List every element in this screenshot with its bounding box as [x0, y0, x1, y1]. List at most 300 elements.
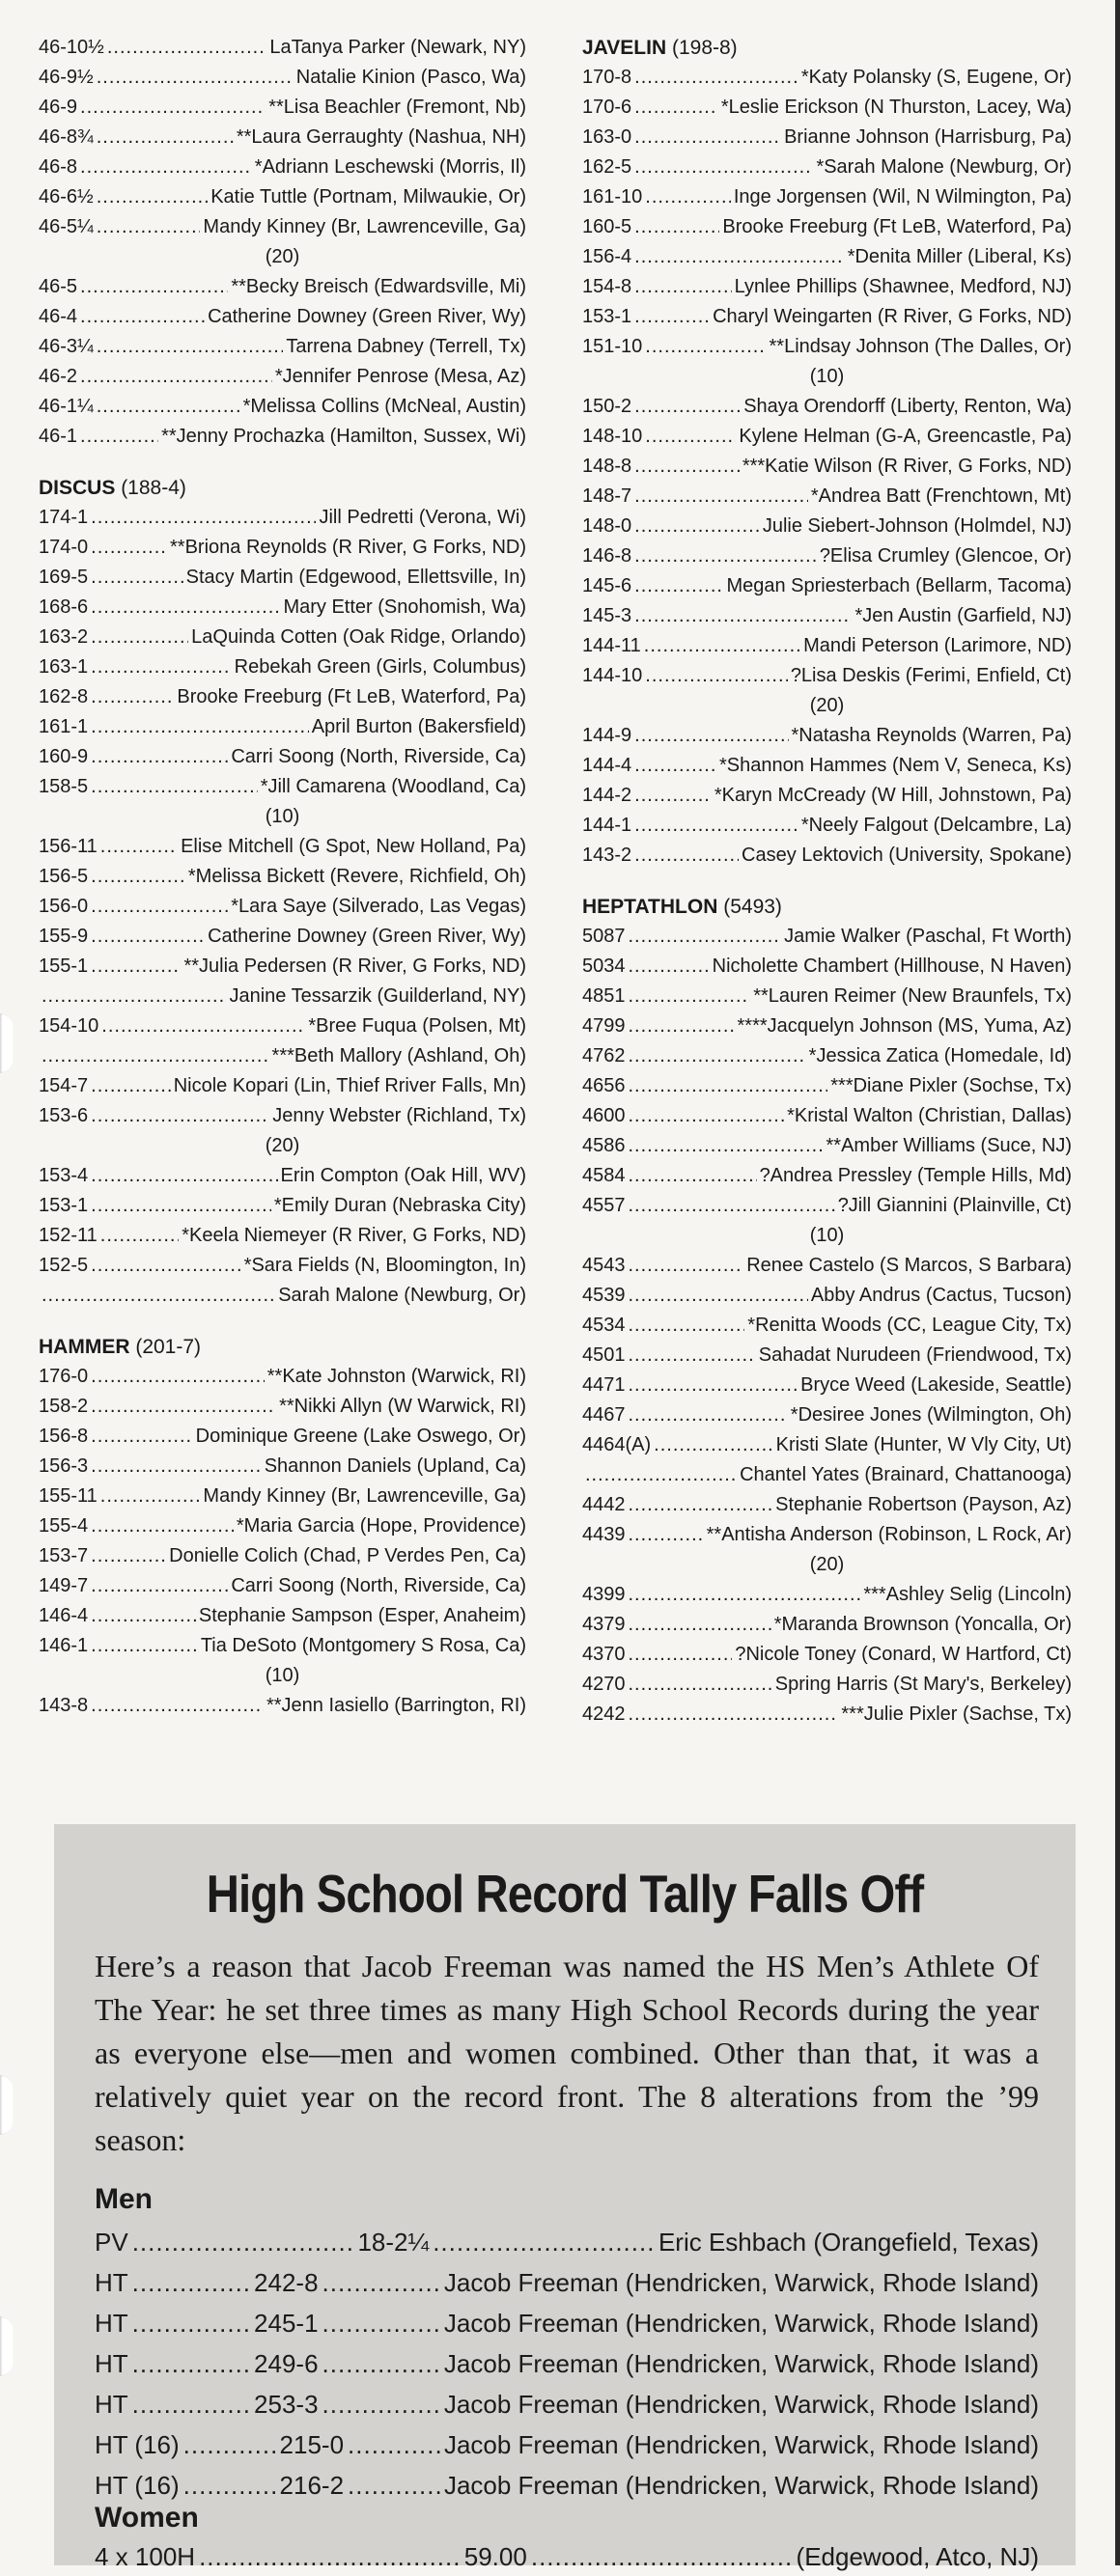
mark-value: 4442	[582, 1494, 626, 1515]
athlete-name: ***Ashley Selig (Lincoln)	[863, 1584, 1072, 1605]
dot-leader	[132, 2264, 250, 2302]
event-code: HT	[95, 2309, 128, 2338]
dot-leader	[629, 1101, 785, 1131]
dot-leader	[97, 123, 234, 152]
dot-leader	[100, 832, 178, 862]
athlete-name: *Lara Saye (Silverado, Las Vegas)	[231, 896, 526, 917]
list-item	[39, 712, 526, 742]
list-item	[39, 1191, 526, 1221]
mark-value: 153-6	[39, 1105, 89, 1126]
dot-leader	[629, 1580, 861, 1610]
dot-leader	[634, 242, 845, 272]
list-item	[39, 182, 526, 212]
dot-leader	[91, 593, 280, 623]
list-item	[582, 242, 1072, 272]
dot-leader	[97, 212, 201, 242]
dot-leader	[132, 2386, 250, 2424]
list-item	[39, 1071, 526, 1101]
dot-leader	[634, 781, 712, 811]
list-item	[582, 123, 1072, 152]
dot-leader	[322, 2305, 440, 2342]
rank-marker: (10)	[809, 366, 845, 387]
record-holder: Eric Eshbach (Orangefield, Texas)	[658, 2228, 1039, 2257]
dot-leader	[80, 302, 205, 332]
dot-leader	[80, 93, 266, 123]
list-item	[39, 1541, 526, 1571]
list-item	[39, 362, 526, 392]
mark-value: 161-1	[39, 716, 89, 737]
athlete-name: Nicole Kopari (Lin, Thief Rriver Falls, Mn)	[173, 1075, 526, 1096]
dot-leader	[183, 2467, 276, 2505]
page-edge	[1115, 0, 1120, 2565]
list-item	[582, 982, 1072, 1011]
records-box	[54, 1824, 1076, 2571]
record-row	[95, 2305, 1039, 2342]
athlete-name: Sarah Malone (Newburg, Or)	[278, 1285, 526, 1306]
list-item	[39, 832, 526, 862]
dot-leader	[634, 302, 710, 332]
list-item	[582, 1460, 1072, 1490]
mark-value: 162-5	[582, 156, 632, 178]
athlete-name: Mandi Peterson (Larimore, ND)	[803, 635, 1072, 656]
mark-value: 4464(A)	[582, 1434, 652, 1455]
dot-leader	[629, 952, 710, 982]
athlete-name: **Briona Reynolds (R River, G Forks, ND)	[170, 537, 526, 558]
dot-leader	[91, 1511, 234, 1541]
list-item	[39, 1251, 526, 1281]
mark-value: 161-10	[582, 186, 643, 208]
dot-leader	[634, 392, 741, 422]
dot-leader	[80, 422, 158, 452]
mark-value: 144-9	[582, 725, 632, 746]
athlete-name: Jamie Walker (Paschal, Ft Worth)	[784, 926, 1072, 947]
athlete-name: Abby Andrus (Cactus, Tucson)	[810, 1285, 1072, 1306]
list-item	[582, 422, 1072, 452]
athlete-name: *Maria Garcia (Hope, Providence)	[236, 1515, 526, 1537]
mark-value: 153-4	[39, 1165, 89, 1186]
mark-value: 174-1	[39, 507, 89, 528]
dot-leader	[97, 392, 240, 422]
athlete-name: *Shannon Hammes (Nem V, Seneca, Ks)	[719, 755, 1072, 776]
list-item	[39, 332, 526, 362]
mark-value: 153-1	[582, 306, 632, 327]
dot-leader	[91, 533, 167, 563]
dot-leader	[629, 1281, 808, 1311]
athlete-name: **Jenn Iasiello (Barrington, RI)	[266, 1695, 526, 1716]
dot-leader	[91, 922, 205, 952]
record-row	[95, 2467, 1039, 2505]
athlete-name: **Laura Gerraughty (Nashua, NH)	[236, 126, 526, 148]
event-name: HAMMER	[39, 1336, 130, 1358]
list-item	[582, 1341, 1072, 1371]
record-mark: 18-2¼	[357, 2228, 430, 2257]
mark-value: 163-2	[39, 626, 89, 648]
right-column	[582, 33, 1072, 1730]
dot-leader	[322, 2386, 440, 2424]
rank-marker: (20)	[265, 1135, 300, 1156]
records-intro: Here’s a reason that Jacob Freeman was named the HS Men’s Athlete Of The Year: he set three times as many High School Records during the year as everyone else—men and women combined. Other than that, it was a relatively quiet year on the record front. The 8 alterations from the ’99 season:	[95, 1949, 1039, 2157]
dot-leader	[634, 152, 813, 182]
dot-leader	[634, 721, 788, 751]
mark-value: 160-9	[39, 746, 89, 767]
dot-leader	[634, 571, 723, 601]
mark-value: 46-9	[39, 97, 78, 118]
mark-value: 4534	[582, 1315, 626, 1336]
record-holder: (Edgewood, Atco, NJ)	[796, 2542, 1039, 2571]
dot-leader	[91, 1571, 228, 1601]
athlete-name: *Denita Miller (Liberal, Ks)	[847, 246, 1072, 267]
athlete-name: Brooke Freeburg (Ft LeB, Waterford, Pa)	[722, 216, 1072, 237]
athlete-name: **Becky Breisch (Edwardsville, Mi)	[231, 276, 526, 297]
dot-leader	[97, 63, 294, 93]
mark-value: 46-8¾	[39, 126, 94, 148]
athlete-name: **Lindsay Johnson (The Dalles, Or)	[769, 336, 1072, 357]
dot-leader	[91, 1601, 196, 1631]
record-holder: Jacob Freeman (Hendricken, Warwick, Rhode Island)	[443, 2309, 1039, 2338]
list-item	[582, 1400, 1072, 1430]
mark-value: 151-10	[582, 336, 643, 357]
athlete-name: **Julia Pedersen (R River, G Forks, ND)	[183, 956, 526, 977]
dot-leader	[42, 982, 226, 1011]
event-header	[582, 33, 1072, 63]
list-item	[582, 452, 1072, 482]
dot-leader	[91, 952, 181, 982]
dot-leader	[100, 1221, 179, 1251]
event-name: JAVELIN	[582, 37, 667, 59]
rank-marker: (10)	[265, 1665, 300, 1686]
list-item	[582, 1131, 1072, 1161]
list-item	[39, 1101, 526, 1131]
dot-leader	[91, 1631, 198, 1661]
athlete-name: Catherine Downey (Green River, Wy)	[208, 306, 526, 327]
mark-value: 148-7	[582, 485, 632, 507]
athlete-name: ?Lisa Deskis (Ferimi, Enfield, Ct)	[790, 665, 1072, 686]
mark-value: 4242	[582, 1703, 626, 1725]
mark-value: 160-5	[582, 216, 632, 237]
mark-value: 4543	[582, 1255, 626, 1276]
dot-leader	[80, 152, 252, 182]
record-mark: 215-0	[279, 2430, 345, 2459]
list-item	[582, 1610, 1072, 1640]
event-code: HT	[95, 2349, 128, 2378]
athlete-name: *Kristal Walton (Christian, Dallas)	[787, 1105, 1072, 1126]
list-item	[582, 781, 1072, 811]
dot-leader	[132, 2224, 354, 2261]
mark-value: 4379	[582, 1614, 626, 1635]
mark-value: 145-6	[582, 575, 632, 596]
list-item	[582, 721, 1072, 751]
list-item	[39, 922, 526, 952]
record-mark: 59.00	[463, 2542, 527, 2571]
dot-leader	[91, 1071, 171, 1101]
dot-leader	[322, 2264, 440, 2302]
list-item	[39, 1392, 526, 1422]
list-item	[39, 1452, 526, 1482]
athlete-name: April Burton (Bakersfield)	[311, 716, 526, 737]
athlete-name: *Melissa Collins (McNeal, Austin)	[242, 396, 526, 417]
list-item	[39, 1571, 526, 1601]
dot-leader	[199, 2538, 461, 2576]
dot-leader	[91, 1362, 265, 1392]
mark-value: 4584	[582, 1165, 626, 1186]
athlete-name: Tia DeSoto (Montgomery S Rosa, Ca)	[200, 1635, 526, 1656]
list-item	[582, 841, 1072, 871]
event-record: (201-7)	[129, 1336, 202, 1358]
athlete-name: Renee Castelo (S Marcos, S Barbara)	[746, 1255, 1072, 1276]
dot-leader	[629, 1041, 806, 1071]
dot-leader	[645, 422, 736, 452]
dot-leader	[629, 1670, 772, 1700]
athlete-name: ?Nicole Toney (Conard, W Hartford, Ct)	[735, 1644, 1072, 1665]
list-item	[582, 751, 1072, 781]
dot-leader	[91, 1101, 269, 1131]
record-row	[95, 2426, 1039, 2464]
event-record: (198-8)	[666, 37, 738, 59]
event-name: DISCUS	[39, 477, 116, 499]
mark-value: 46-6½	[39, 186, 94, 208]
list-item	[582, 212, 1072, 242]
punch-hole	[0, 2075, 14, 2135]
athlete-name: Jenny Webster (Richland, Tx)	[272, 1105, 526, 1126]
athlete-name: *Bree Fuqua (Polsen, Mt)	[308, 1015, 526, 1037]
men-heading: Men	[95, 2183, 153, 2215]
athlete-name: **Jenny Prochazka (Hamilton, Sussex, Wi)	[161, 426, 526, 447]
dot-leader	[629, 1371, 798, 1400]
left-column	[39, 33, 526, 1721]
dot-leader	[629, 1161, 757, 1191]
list-item	[582, 811, 1072, 841]
mark-value: 4399	[582, 1584, 626, 1605]
dot-leader	[634, 482, 808, 512]
athlete-name: Chantel Yates (Brainard, Chattanooga)	[740, 1464, 1072, 1485]
dot-leader	[629, 1400, 788, 1430]
athlete-name: ?Jill Giannini (Plainville, Ct)	[837, 1195, 1072, 1216]
dot-leader	[634, 93, 718, 123]
athlete-name: **Kate Johnston (Warwick, RI)	[266, 1366, 526, 1387]
list-item	[39, 563, 526, 593]
list-item	[582, 661, 1072, 691]
dot-leader	[91, 1161, 277, 1191]
list-item	[39, 503, 526, 533]
athlete-name: Dominique Greene (Lake Oswego, Or)	[195, 1426, 526, 1447]
athlete-name: *Jill Camarena (Woodland, Ca)	[260, 776, 526, 797]
mark-value: 4586	[582, 1135, 626, 1156]
list-item	[39, 123, 526, 152]
dot-leader	[629, 1490, 773, 1520]
mark-value: 148-0	[582, 515, 632, 537]
dot-leader	[91, 1691, 264, 1721]
athlete-name: *Melissa Bickett (Revere, Richfield, Oh)	[187, 866, 526, 887]
mark-value: 4600	[582, 1105, 626, 1126]
mark-value: 169-5	[39, 567, 89, 588]
mark-value: 168-6	[39, 596, 89, 618]
dot-leader	[42, 1281, 275, 1311]
list-item	[39, 272, 526, 302]
athlete-name: *Karyn McCready (W Hill, Johnstown, Pa)	[714, 785, 1072, 806]
athlete-name: *Maranda Brownson (Yoncalla, Or)	[773, 1614, 1072, 1635]
athlete-name: **Nikki Allyn (W Warwick, RI)	[279, 1396, 526, 1417]
list-item	[582, 482, 1072, 512]
list-item	[582, 1520, 1072, 1550]
dot-leader	[629, 1131, 824, 1161]
dot-leader	[183, 2426, 276, 2464]
rank-marker: (10)	[809, 1225, 845, 1246]
record-mark: 216-2	[279, 2471, 345, 2500]
rank-marker: (10)	[265, 806, 300, 827]
mark-value: 4439	[582, 1524, 626, 1545]
event-code: HT (16)	[95, 2471, 180, 2500]
list-item	[582, 152, 1072, 182]
mark-value: 155-9	[39, 926, 89, 947]
athlete-name: Brooke Freeburg (Ft LeB, Waterford, Pa)	[177, 686, 526, 707]
dot-leader	[348, 2467, 440, 2505]
mark-value: 158-2	[39, 1396, 89, 1417]
mark-value: 155-11	[39, 1485, 98, 1507]
mark-value: 158-5	[39, 776, 89, 797]
dot-leader	[91, 712, 309, 742]
dot-leader	[634, 212, 719, 242]
record-holder: Jacob Freeman (Hendricken, Warwick, Rhode Island)	[443, 2268, 1039, 2297]
dot-leader	[634, 811, 798, 841]
list-item	[39, 1362, 526, 1392]
dot-leader	[91, 1541, 166, 1571]
list-item	[39, 1601, 526, 1631]
mark-value: 4799	[582, 1015, 626, 1037]
mark-value: 146-1	[39, 1635, 89, 1656]
list-item	[39, 1281, 526, 1311]
event-header	[39, 1332, 526, 1362]
dot-leader	[97, 332, 284, 362]
dot-leader	[322, 2345, 440, 2383]
list-item	[39, 1011, 526, 1041]
list-item	[39, 422, 526, 452]
punch-hole	[0, 1013, 14, 1073]
list-item	[582, 512, 1072, 541]
record-event	[95, 2345, 128, 2383]
athlete-name: Casey Lektovich (University, Spokane)	[742, 845, 1072, 866]
record-row	[95, 2224, 1039, 2261]
list-item	[39, 652, 526, 682]
list-item	[582, 1580, 1072, 1610]
list-item	[582, 601, 1072, 631]
dot-leader	[97, 182, 209, 212]
record-row	[95, 2386, 1039, 2424]
mark-value: 174-0	[39, 537, 89, 558]
rank-marker: (20)	[809, 1554, 845, 1575]
records-title: High School Record Tally Falls Off	[206, 1864, 924, 1924]
list-item	[39, 33, 526, 63]
dot-leader	[645, 332, 766, 362]
athlete-name: Spring Harris (St Mary's, Berkeley)	[774, 1674, 1072, 1695]
athlete-name: Natalie Kinion (Pasco, Wa)	[295, 67, 526, 88]
mark-value: 154-7	[39, 1075, 89, 1096]
mark-value: 4851	[582, 985, 626, 1007]
mark-value: 144-10	[582, 665, 643, 686]
list-item	[39, 1511, 526, 1541]
record-event	[95, 2426, 180, 2464]
athlete-name: Elise Mitchell (G Spot, New Holland, Pa)	[181, 836, 526, 857]
mark-value: 156-8	[39, 1426, 89, 1447]
list-item	[582, 1700, 1072, 1730]
list-item	[39, 892, 526, 922]
event-code: PV	[95, 2228, 128, 2257]
mark-value: 46-8	[39, 156, 78, 178]
athlete-name: Donielle Colich (Chad, P Verdes Pen, Ca)	[169, 1545, 526, 1566]
record-event	[95, 2264, 128, 2302]
list-item	[39, 772, 526, 802]
dot-leader	[101, 1011, 305, 1041]
athlete-name: *Emily Duran (Nebraska City)	[273, 1195, 526, 1216]
mark-value: 146-8	[582, 545, 632, 567]
dot-leader	[629, 1640, 733, 1670]
dot-leader	[634, 512, 760, 541]
event-name: HEPTATHLON	[582, 896, 718, 918]
mark-value: 4656	[582, 1075, 626, 1096]
dot-leader	[629, 1251, 744, 1281]
dot-leader	[91, 1422, 192, 1452]
athlete-name: ?Elisa Crumley (Glencoe, Or)	[819, 545, 1072, 567]
record-holder: Jacob Freeman (Hendricken, Warwick, Rhode Island)	[443, 2471, 1039, 2500]
mark-value: 149-7	[39, 1575, 89, 1596]
dot-leader	[634, 541, 817, 571]
mark-value: 144-11	[582, 635, 641, 656]
athlete-name: Charyl Weingarten (R River, G Forks, ND)	[713, 306, 1072, 327]
list-item	[582, 1161, 1072, 1191]
dot-leader	[629, 1520, 704, 1550]
list-item	[582, 1371, 1072, 1400]
list-item	[39, 1631, 526, 1661]
list-item	[582, 1670, 1072, 1700]
list-item	[582, 332, 1072, 362]
list-item	[582, 1011, 1072, 1041]
mark-value: 154-10	[39, 1015, 99, 1037]
list-item	[39, 952, 526, 982]
list-item	[582, 302, 1072, 332]
dot-leader	[629, 1071, 828, 1101]
mark-value: 163-1	[39, 656, 89, 678]
list-item	[582, 571, 1072, 601]
event-code: HT	[95, 2268, 128, 2297]
mark-value: 4370	[582, 1644, 626, 1665]
list-item	[39, 982, 526, 1011]
list-item	[582, 541, 1072, 571]
mark-value: 4557	[582, 1195, 626, 1216]
list-item	[39, 63, 526, 93]
athlete-name: Rebekah Green (Girls, Columbus)	[234, 656, 526, 678]
athlete-name: Julie Siebert-Johnson (Holmdel, NJ)	[762, 515, 1072, 537]
mark-value: 148-10	[582, 426, 643, 447]
dot-leader	[629, 922, 782, 952]
mark-value: 46-5¼	[39, 216, 94, 237]
athlete-name: Erin Compton (Oak Hill, WV)	[280, 1165, 526, 1186]
list-item	[39, 623, 526, 652]
athlete-name: Nicholette Chambert (Hillhouse, N Haven)	[712, 956, 1072, 977]
mark-value: 154-8	[582, 276, 632, 297]
list-item	[582, 1311, 1072, 1341]
dot-leader	[634, 272, 731, 302]
record-event	[95, 2467, 180, 2505]
mark-value: 144-2	[582, 785, 632, 806]
dot-leader	[645, 661, 788, 691]
dot-leader	[80, 272, 228, 302]
athlete-name: *Jennifer Penrose (Mesa, Az)	[274, 366, 526, 387]
dot-leader	[91, 862, 185, 892]
dot-leader	[91, 503, 316, 533]
athlete-name: Shannon Daniels (Upland, Ca)	[264, 1455, 526, 1477]
list-item	[582, 631, 1072, 661]
mark-value: 170-8	[582, 67, 632, 88]
athlete-name: *Renitta Woods (CC, League City, Tx)	[747, 1315, 1072, 1336]
